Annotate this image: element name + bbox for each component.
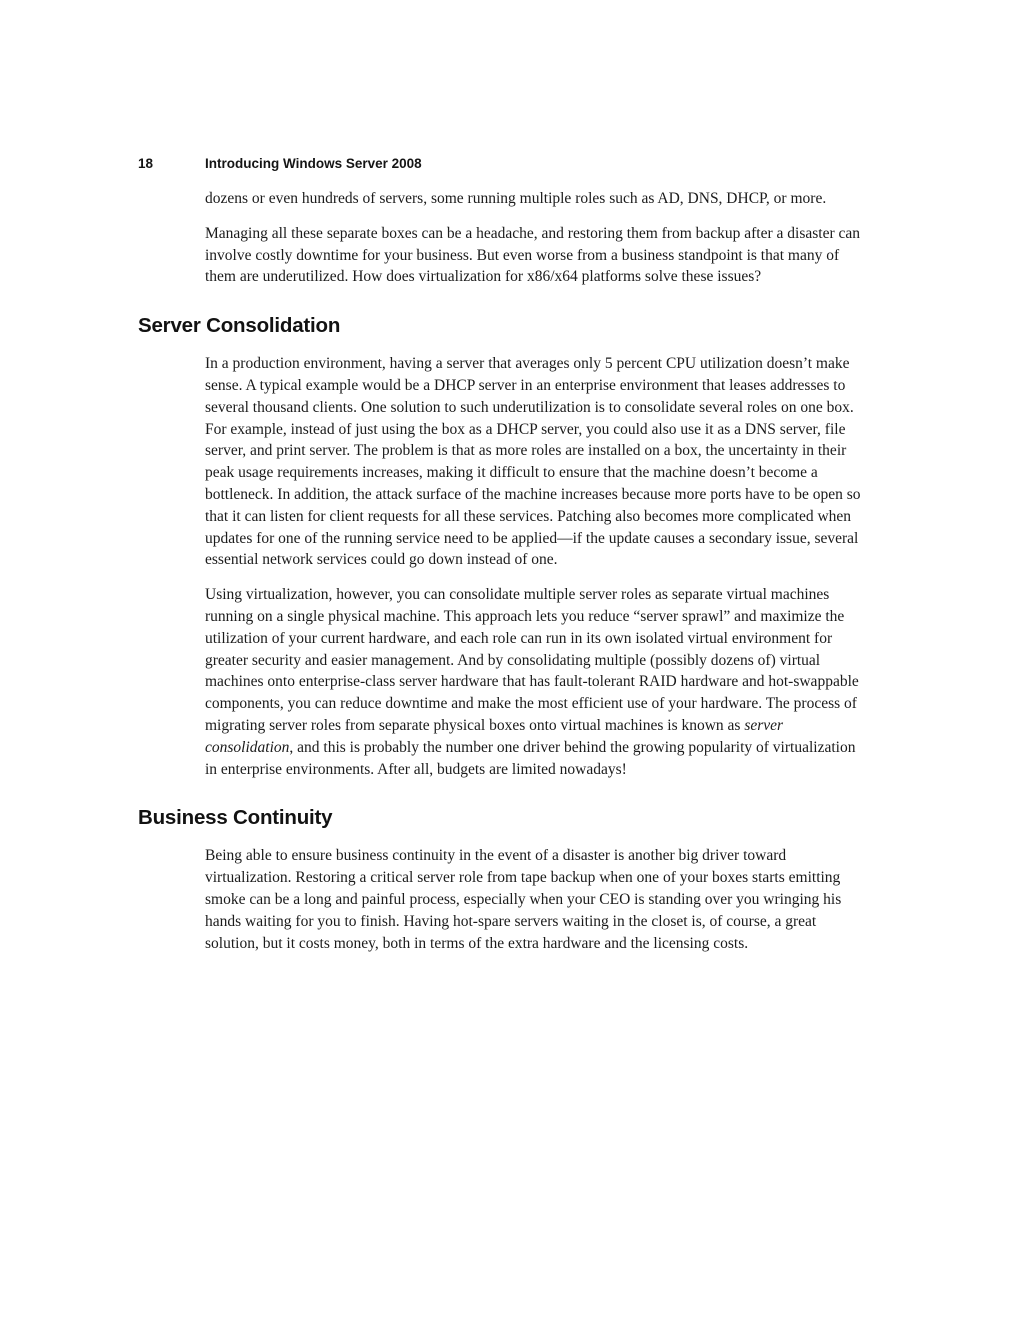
page-content bbox=[0, 188, 1024, 967]
section-heading-server-consolidation: Server Consolidation bbox=[138, 314, 341, 338]
paragraph-using-virtualization bbox=[205, 584, 865, 780]
paragraph-business-continuity: Being able to ensure business continuity in the event of a disaster is another big driver toward virtualization. Restoring a critical server role from tape backup when one of your boxes starts emitting smoke can be a long and painful process, especially when your CEO is standing over you wringing his hands waiting for you to finish. Having hot-spare servers waiting in the closet is, of course, a great solution, but it costs money, both in terms of the extra hardware and the licensing costs. bbox=[205, 847, 842, 952]
paragraph-production-environment: In a production environment, having a server that averages only 5 percent CPU utilization doesn’t make sense. A typical example would be a DHCP server in an enterprise environment that leases addresses to several thousand clients. One solution to such underutilization is to consolidate several roles on one box. For example, instead of just using the box as a DHCP server, you could also use it as a DNS server, file server, and print server. The problem is that as more roles are installed on a box, the uncertainty in their peak usage requirements increases, making it difficult to ensure that the machine doesn’t become a bottleneck. In addition, the attack surface of the machine increases because more ports have to be open so that it can listen for client requests for all these services. Patching also becomes more complicated when updates for one of the running service need to be applied—if the update causes a secondary issue, several essential network services could go down instead of one. bbox=[205, 355, 861, 569]
text-column bbox=[205, 353, 865, 780]
text-column bbox=[205, 188, 865, 288]
section-heading-business-continuity: Business Continuity bbox=[138, 806, 333, 830]
running-title: Introducing Windows Server 2008 bbox=[205, 156, 422, 171]
text-column bbox=[205, 845, 865, 954]
italic-term-server-consolidation: server consolidation bbox=[205, 716, 784, 756]
paragraph-text-before-italic: Using virtualization, however, you can consolidate multiple server roles as separate virtual machines running on a single physical machine. This approach lets you reduce “server sprawl” and maximize the utilization of your current hardware, and each role can run in its own isolated virtual environment for greater security and easier management. And by consolidating multiple (possibly dozens of) virtual machines onto enterprise-class server hardware that has fault-tolerant RAID hardware and hot-swappable components, you can reduce downtime and make the most efficient use of your hardware. The process of migrating server roles from separate physical boxes onto virtual machines is known as bbox=[205, 586, 859, 734]
page-number: 18 bbox=[138, 156, 154, 171]
paragraph-managing-boxes: Managing all these separate boxes can be a headache, and restoring them from backup after a disaster can involve costly downtime for your business. But even worse from a business standpoint is that many of them are underutilized. How does virtualization for x86/x64 platforms solve these issues? bbox=[205, 224, 861, 286]
page-header bbox=[138, 156, 862, 171]
paragraph-servers-continuation: dozens or even hundreds of servers, some running multiple roles such as AD, DNS, DHCP, or more. bbox=[205, 190, 827, 207]
paragraph-text-after-italic: , and this is probably the number one driver behind the growing popularity of virtualization in enterprise environments. After all, budgets are limited nowadays! bbox=[205, 738, 856, 778]
